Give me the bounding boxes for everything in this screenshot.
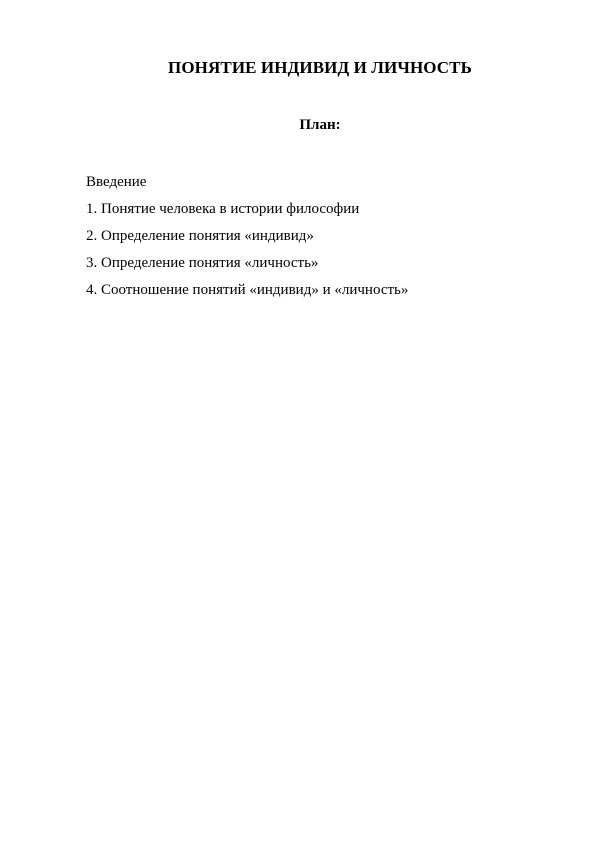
plan-item-introduction: Введение xyxy=(86,174,147,190)
plan-item-2: 2. Определение понятия «индивид» xyxy=(86,228,314,244)
plan-item-4: 4. Соотношение понятий «индивид» и «личность» xyxy=(86,282,409,298)
plan-item-1: 1. Понятие человека в истории философии xyxy=(86,201,360,217)
document-title: ПОНЯТИЕ ИНДИВИД И ЛИЧНОСТЬ xyxy=(168,58,472,77)
plan-item-3: 3. Определение понятия «личность» xyxy=(86,255,319,271)
plan-list xyxy=(86,174,408,309)
plan-heading: План: xyxy=(299,117,341,133)
